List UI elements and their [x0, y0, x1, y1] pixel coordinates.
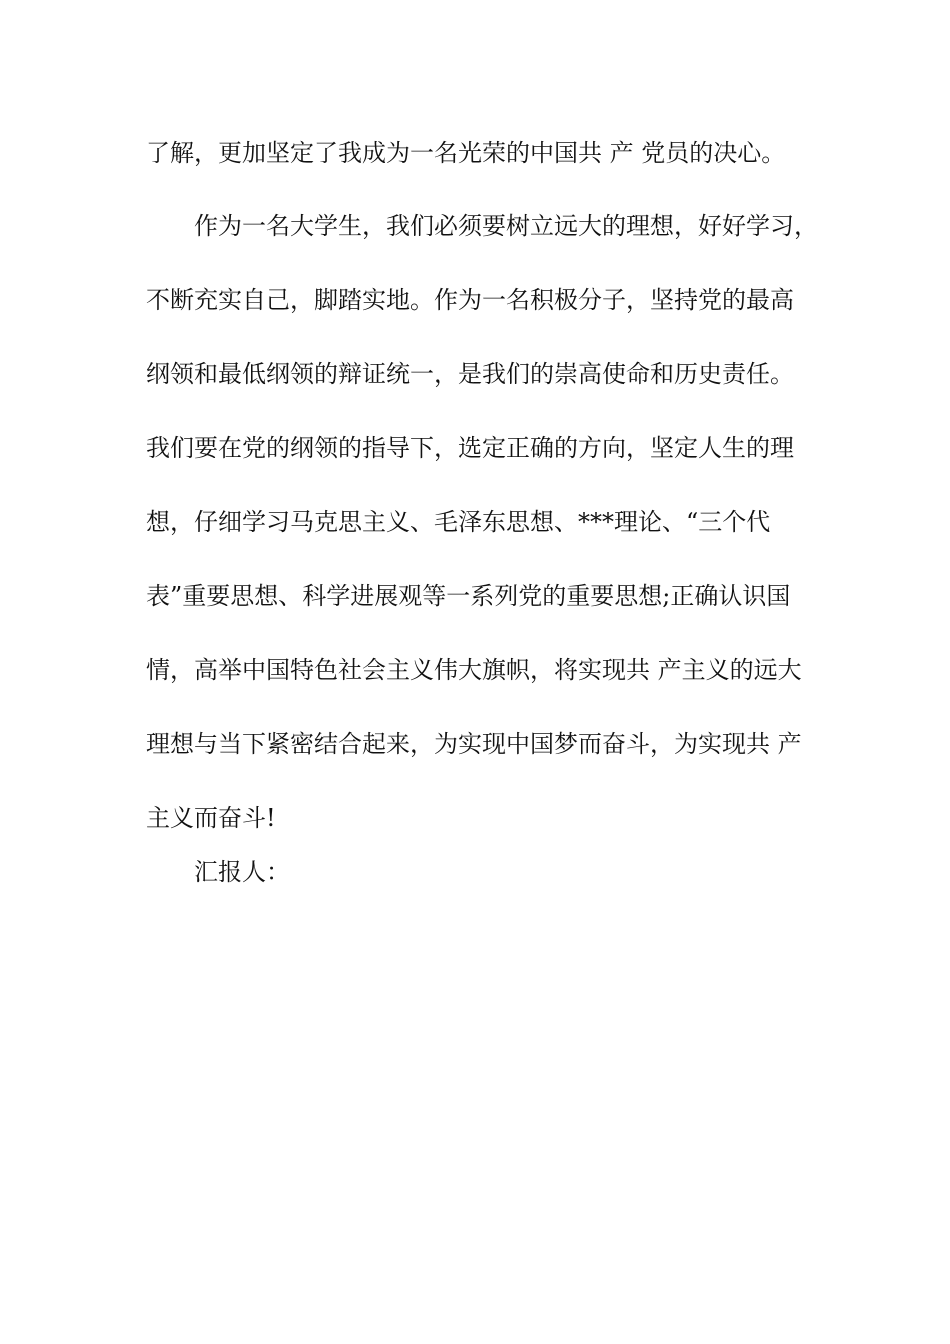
text-line: 了解，更加坚定了我成为一名光荣的中国共 产 党员的决心。: [146, 139, 786, 167]
text-line: 纲领和最低纲领的辩证统一，是我们的崇高使命和历史责任。: [146, 360, 794, 388]
text-line: 不断充实自己，脚踏实地。作为一名积极分子，坚持党的最高: [146, 286, 794, 314]
text-line: 理想与当下紧密结合起来，为实现中国梦而奋斗，为实现共 产: [146, 730, 802, 758]
text-line: 表”重要思想、科学进展观等一系列党的重要思想;正确认识国: [146, 582, 791, 610]
text-line: 主义而奋斗!: [146, 804, 276, 832]
reporter-label: 汇报人：: [194, 858, 290, 886]
text-line: 想，仔细学习马克思主义、毛泽东思想、***理论、“三个代: [146, 508, 771, 536]
text-line: 情，高举中国特色社会主义伟大旗帜，将实现共 产主义的远大: [146, 656, 802, 684]
paragraph-first-line: 作为一名大学生，我们必须要树立远大的理想，好好学习，: [194, 212, 818, 240]
text-line: 我们要在党的纲领的指导下，选定正确的方向，坚定人生的理: [146, 434, 794, 462]
